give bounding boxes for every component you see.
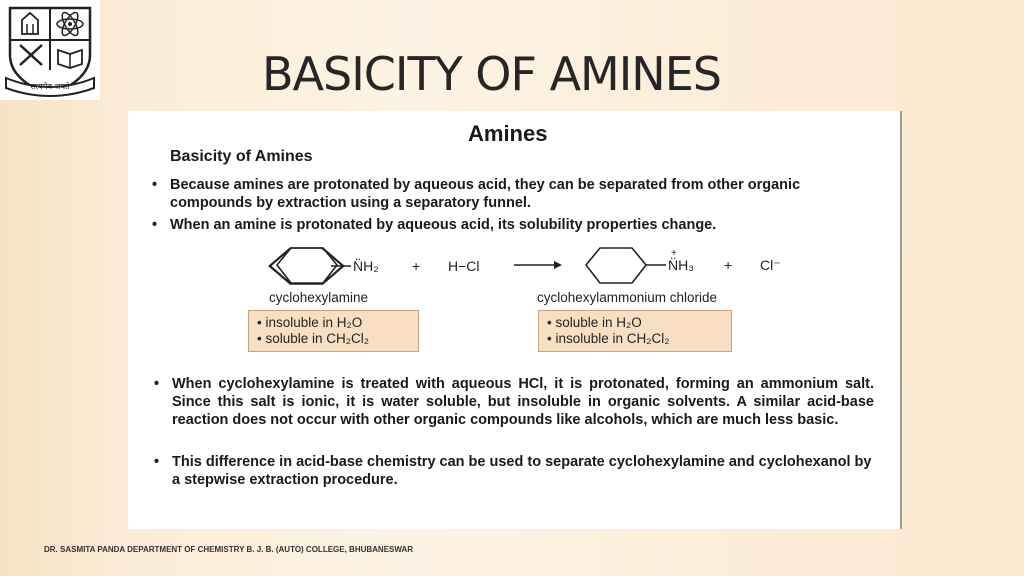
bullet-text: When cyclohexylamine is treated with aqueous HCl, it is protonated, forming an ammonium salt. Since this salt is ionic, it is water soluble, but insoluble in organic solvents. A similar acid-base reaction does not occur with other organic compounds like alcohols, which are much less basic. [172, 376, 874, 428]
plus-sign: + [724, 257, 733, 273]
plus-sign: + [412, 258, 421, 274]
panel-heading: Amines [468, 121, 548, 146]
bullet-item [154, 453, 874, 489]
cyclohexane-ring-icon [277, 248, 337, 283]
bullet-dot: • [152, 217, 158, 233]
product-name: cyclohexylammonium chloride [537, 290, 718, 305]
reactant-solubility-box [248, 310, 419, 352]
chloride-ion: Cl⁻ [760, 257, 781, 273]
slide-footer: DR. SASMITA PANDA DEPARTMENT OF CHEMISTRY B. J. B. (AUTO) COLLEGE, BHUBANESWAR [44, 545, 414, 554]
bullet-dot: • [152, 177, 158, 193]
solubility-item: • soluble in CH₂Cl₂ [257, 331, 369, 346]
bullet-text: Because amines are protonated by aqueous acid, they can be separated from other organic compounds by extraction using a separatory funnel. [170, 177, 801, 211]
reactant-name: cyclohexylamine [269, 290, 369, 305]
college-logo [0, 0, 100, 100]
solubility-item: • insoluble in CH₂Cl₂ [547, 331, 670, 346]
reaction-scheme [128, 111, 900, 311]
bullet-text: When an amine is protonated by aqueous acid, its solubility properties change. [170, 217, 717, 233]
amine-group: N̈H₂ [353, 258, 379, 274]
content-panel [128, 111, 902, 529]
svg-text:सत्यमेव जयते: सत्यमेव जयते [30, 82, 70, 91]
cyclohexane-ring-icon [586, 248, 646, 283]
solubility-item: • insoluble in H₂O [257, 315, 363, 330]
bullet-dot: • [154, 454, 160, 470]
reagent: H−Cl [448, 258, 480, 274]
bullet-dot: • [154, 376, 160, 392]
section-title: Basicity of Amines [170, 148, 313, 165]
slide-title: BASICITY OF AMINES [262, 47, 721, 101]
arrow-head-icon [554, 261, 562, 269]
college-crest-icon [0, 0, 100, 100]
bullet-item [154, 375, 874, 429]
ammonium-group: N̈H₃ [668, 257, 694, 273]
solubility-item: • soluble in H₂O [547, 315, 642, 330]
bullet-text: This difference in acid-base chemistry can be used to separate cyclohexylamine and cyclohexanol by a stepwise extraction procedure. [172, 454, 872, 488]
positive-charge: + [671, 248, 677, 259]
product-solubility-box [538, 310, 732, 352]
